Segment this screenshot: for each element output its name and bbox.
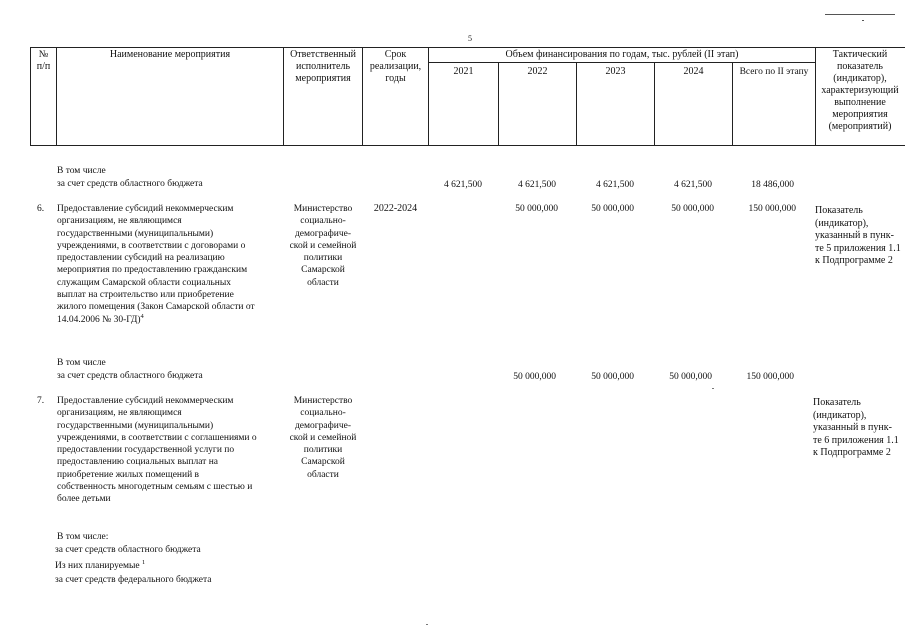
scan-mark-line — [825, 14, 895, 15]
scan-speck — [426, 624, 428, 625]
header-term: Срок реализации, годы — [369, 49, 422, 84]
block3-line1: В том числе: — [57, 532, 109, 542]
block2-2024: 50 000,000 — [669, 372, 712, 382]
block1-line1: В том числе — [57, 166, 106, 176]
row6-num: 6. — [37, 204, 45, 214]
header-indicator: Тактический показатель (индикатор), характеризующий выполнение мероприятия (мероприятий) — [821, 49, 899, 132]
row7-num: 7. — [37, 396, 45, 406]
row6-indicator: Показатель (индикатор), указанный в пунк- те 5 приложения 1.1 к Подпрограмме 2 — [815, 205, 901, 267]
row7-executor: Министерство социально- демографиче- ской и семейной политики Самарской области — [289, 396, 357, 480]
block1-2023: 4 621,500 — [596, 180, 634, 190]
header-name: Наименование мероприятия — [109, 49, 231, 60]
header-2022: 2022 — [527, 66, 548, 77]
block3-line4: за счет средств федерального бюджета — [55, 575, 212, 585]
row6-name-text: Предоставление субсидий некоммерческим организациям, не являющимся государственными (муниципальными) учреждениями, в соответствии с договорами о предоставлении субсидий на реализацию мероприятия по предоставлению гражданским служащим Самарской области социальных выплат на строительство или приобретение жилого помещения (Закон Самарской области от 14.04.2006 № 30-ГД) — [57, 204, 255, 325]
row7-indicator: Показатель (индикатор), указанный в пунк- те 6 приложения 1.1 к Подпрограмме 2 — [813, 397, 899, 459]
scan-mark-dot — [862, 20, 864, 21]
row6-2024: 50 000,000 — [671, 204, 714, 214]
block2-line2: за счет средств областного бюджета — [57, 371, 203, 381]
header-funding: Объем финансирования по годам, тыс. рублей (II этап) — [505, 49, 739, 60]
header-2021: 2021 — [453, 66, 474, 77]
page-number: 5 — [468, 34, 472, 43]
scan-speck — [712, 388, 714, 389]
block3-line3-text: Из них планируемые — [55, 561, 140, 571]
block2-2023: 50 000,000 — [591, 372, 634, 382]
header-total: Всего по II этапу — [739, 67, 809, 77]
row7-name: Предоставление субсидий некоммерческим организациям, не являющимся государственными (муниципальными) учреждениями, в соответствии с соглашениями о предоставлении государственной услуги по предоставлению социальных выплат на приобретение жилых помещений в собственность многодетным семьям с шестью и более детьми — [57, 396, 257, 505]
block1-total: 18 486,000 — [751, 180, 794, 190]
row6-2022: 50 000,000 — [515, 204, 558, 214]
row6-term: 2022-2024 — [373, 203, 418, 214]
block3-line3 — [55, 560, 145, 573]
block1-2022: 4 621,500 — [518, 180, 556, 190]
block1-2024: 4 621,500 — [674, 180, 712, 190]
header-num: № п/п — [36, 49, 51, 72]
block3-footnote: 1 — [141, 559, 146, 566]
row6-total: 150 000,000 — [748, 204, 796, 214]
block1-line2: за счет средств областного бюджета — [57, 179, 203, 189]
block3-line2: за счет средств областного бюджета — [55, 545, 201, 555]
header-executor: Ответственный исполнитель мероприятия — [290, 49, 356, 84]
block1-2021: 4 621,500 — [444, 180, 482, 190]
block2-line1: В том числе — [57, 358, 106, 368]
block2-2022: 50 000,000 — [513, 372, 556, 382]
block2-total: 150 000,000 — [746, 372, 794, 382]
row6-footnote: 4 — [140, 312, 144, 320]
row6-2023: 50 000,000 — [591, 204, 634, 214]
header-2024: 2024 — [683, 66, 704, 77]
header-2023: 2023 — [605, 66, 626, 77]
row6-executor: Министерство социально- демографиче- ской и семейной политики Самарской области — [289, 204, 357, 288]
row6-name — [57, 203, 283, 326]
